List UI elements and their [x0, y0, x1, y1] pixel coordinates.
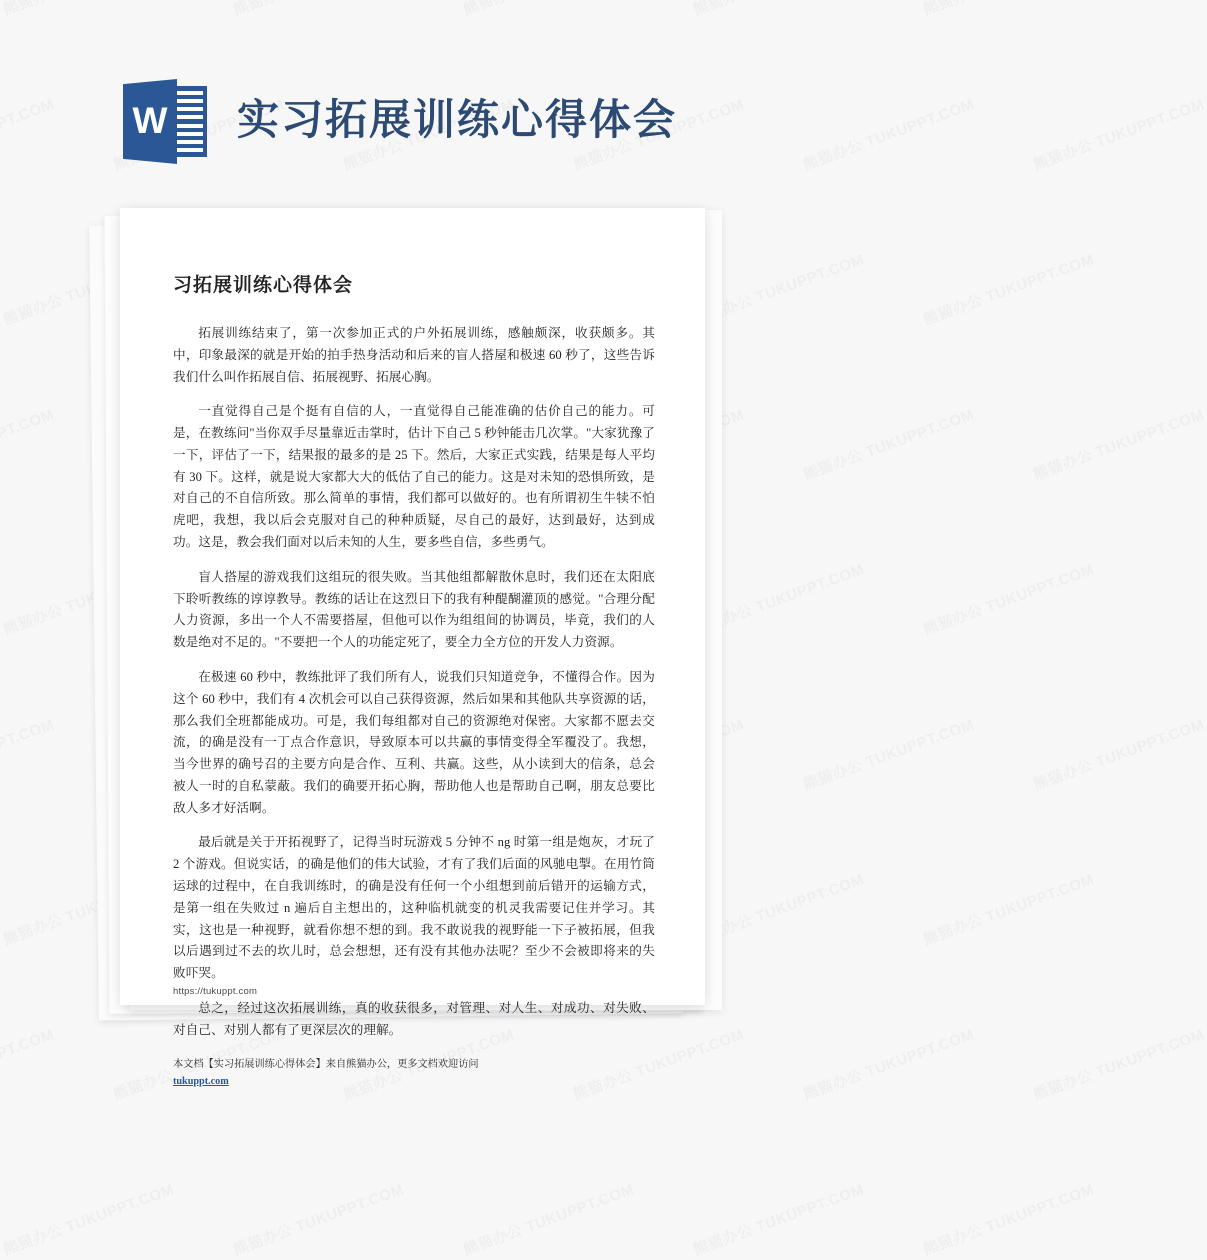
watermark-text — [0, 403, 57, 484]
document-paragraph: 盲人搭屋的游戏我们这组玩的很失败。当其他组都解散休息时，我们还在太阳底下聆听教练的谆谆教导。教练的话让在这烈日下的我有种醍醐灌顶的感觉。"合理分配人力资源，多出一个人不需要搭屋，但他可以作为组组间的协调员，毕竟，我们的人数是绝对不足的。"不要把一个人的功能定死了，要全力全方位的开发人力资源。 — [173, 569, 655, 650]
watermark-text — [800, 713, 977, 794]
document-page-stack — [120, 208, 705, 1088]
word-icon-lines — [173, 86, 207, 157]
watermark-text — [0, 713, 57, 794]
page-header — [0, 70, 800, 170]
document-page-url: https://tukuppt.com — [173, 986, 258, 997]
watermark-text — [230, 0, 407, 20]
document-heading: 习拓展训练心得体会 — [173, 275, 354, 296]
watermark-text — [800, 403, 977, 484]
document-footnote — [173, 1057, 655, 1090]
document-paragraph: 总之，经过这次拓展训练，真的收获很多，对管理、对人生、对成功、对失败、对自己、对别人都有了更深层次的理解。 — [173, 1000, 655, 1037]
watermark-text — [690, 0, 867, 20]
watermark-text — [1030, 93, 1207, 174]
document-body — [120, 208, 705, 1088]
watermark-text — [920, 558, 1097, 639]
watermark-text — [800, 1023, 977, 1104]
footnote-text: 本文档【实习拓展训练心得体会】来自熊猫办公，更多文档欢迎访问 — [173, 1059, 479, 1071]
watermark-text — [0, 1023, 57, 1104]
watermark-text — [0, 1178, 177, 1259]
document-paragraph: 拓展训练结束了，第一次参加正式的户外拓展训练，感触颇深，收获颇多。其中，印象最深的就是开始的拍手热身活动和后来的盲人搭屋和极速 60 秒了，这些告诉我们什么叫作拓展自信、拓展视野、拓展心胸。 — [173, 326, 655, 384]
watermark-text — [920, 868, 1097, 949]
footnote-link[interactable]: tukuppt.com — [173, 1076, 229, 1088]
watermark-text — [1030, 713, 1207, 794]
watermark-text — [1030, 403, 1207, 484]
watermark-text — [920, 0, 1097, 20]
watermark-text — [690, 1178, 867, 1259]
watermark-text — [1030, 1023, 1207, 1104]
watermark-text — [0, 0, 177, 20]
document-paragraph: 在极速 60 秒中，教练批评了我们所有人，说我们只知道竞争，不懂得合作。因为这个 60 秒中，我们有 4 次机会可以自己获得资源，然后如果和其他队共享资源的话，那么我们全班都能成功。可是，我们每组都对自己的资源绝对保密。大家都不愿去交流，的确是没有一丁点合作意识，导致原本可以共赢的事情变得全军覆没了。我想，当今世界的确号召的主要方向是合作、互利、共赢。这些，从小读到大的信条，总会被人一时的自私蒙蔽。我们的确要开拓心胸，帮助他人也是帮助自己啊，朋友总要比敌人多才好活啊。 — [173, 669, 655, 815]
word-document-icon — [123, 76, 207, 164]
page-title: 实习拓展训练心得体会 — [236, 96, 677, 143]
document-paragraph: 一直觉得自己是个挺有自信的人，一直觉得自己能准确的估价自己的能力。可是，在教练问"当你双手尽量靠近击掌时，估计下自己 5 秒钟能击几次掌。"大家犹豫了一下，评估了一下，结果报的最多的是 25 下。然后，大家正式实践，结果是每人平均有 30 下。这样，就是说大家都大大的低估了自己的能力。这是对未知的恐惧所致，是对自己的不自信所致。那么简单的事情，我们都可以做好的。也有所谓初生牛犊不怕虎吧，我想，我以后会克服对自己的种种质疑，尽自己的最好，达到最好，达到成功。这是，教会我们面对以后未知的人生，要多些自信，多些勇气。 — [173, 404, 655, 550]
watermark-text — [800, 93, 977, 174]
document-page[interactable] — [120, 208, 705, 1088]
watermark-text — [920, 248, 1097, 329]
word-icon-letter: W — [132, 100, 168, 141]
watermark-text — [460, 1178, 637, 1259]
watermark-text — [920, 1178, 1097, 1259]
watermark-text — [460, 0, 637, 20]
watermark-text — [230, 1178, 407, 1259]
document-paragraph: 最后就是关于开拓视野了，记得当时玩游戏 5 分钟不 ng 时第一组是炮灰，才玩了 2 个游戏。但说实话，的确是他们的伟大试验，才有了我们后面的风驰电掣。在用竹筒运球的过程中，在自我训练时，的确是没有任何一个小组想到前后错开的运输方式，是第一组在失败过 n 遍后自主想出的，这种临机就变的机灵我需要记住并学习。其实，这也是一种视野，就看你想不想的到。我不敢说我的视野能一下子被拓展，但我以后遇到过不去的坎儿时，总会想想，还有没有其他办法呢？至少不会被即将来的失败吓哭。 — [173, 835, 655, 981]
